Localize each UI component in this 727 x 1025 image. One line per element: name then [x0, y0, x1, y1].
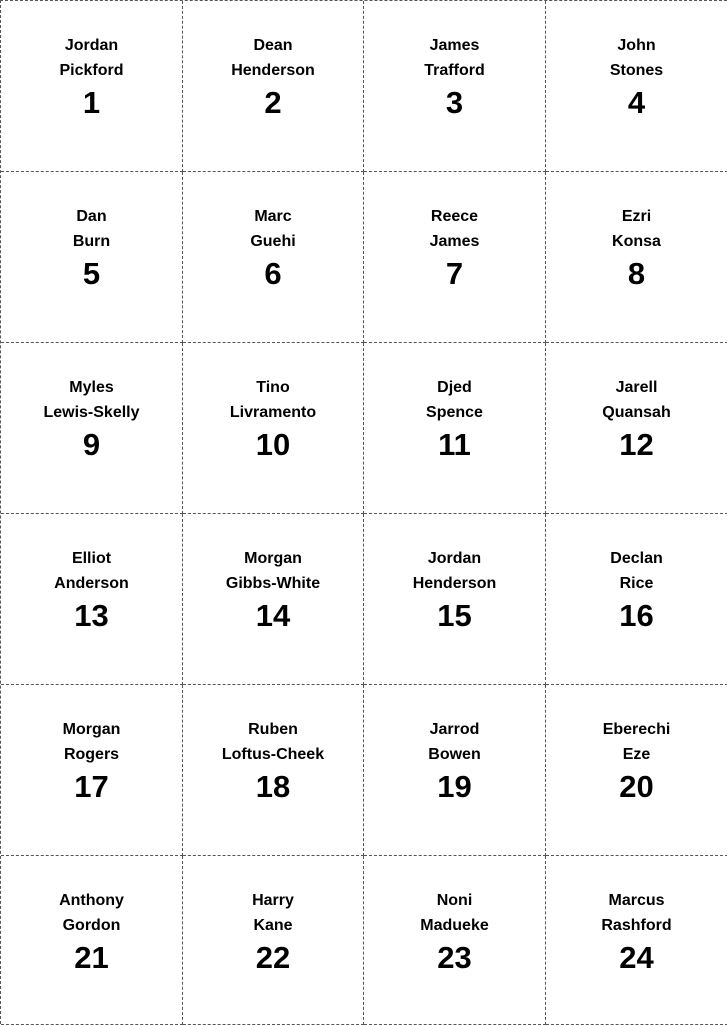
player-card: [364, 685, 546, 856]
player-card: [546, 343, 727, 514]
player-last-name: Anderson: [54, 574, 129, 592]
player-number: 14: [255, 598, 291, 633]
player-first-name: Eberechi: [602, 721, 671, 738]
player-number: 21: [74, 940, 109, 975]
player-first-name: James: [429, 37, 480, 54]
player-card: [183, 514, 364, 685]
player-number: 9: [82, 427, 101, 462]
player-number: 15: [437, 598, 472, 633]
player-first-name: Morgan: [62, 721, 121, 738]
player-card: [183, 685, 364, 856]
player-number: 19: [437, 769, 472, 804]
player-card: [364, 856, 546, 1025]
player-last-name: James: [429, 232, 480, 250]
player-number: 10: [255, 427, 291, 462]
player-last-name: Rashford: [601, 916, 672, 934]
player-card: [546, 685, 727, 856]
player-card: [364, 172, 546, 343]
player-last-name: Eze: [622, 745, 651, 763]
player-last-name: Burn: [72, 232, 111, 250]
player-card: [546, 856, 727, 1025]
player-card: [1, 856, 183, 1025]
player-first-name: Harry: [252, 892, 294, 909]
player-number: 16: [619, 598, 654, 633]
player-last-name: Stones: [609, 61, 664, 79]
player-number: 11: [438, 427, 471, 462]
player-card: [1, 343, 183, 514]
player-last-name: Spence: [426, 403, 483, 421]
player-first-name: Anthony: [59, 892, 124, 909]
player-first-name: Myles: [69, 379, 114, 396]
player-first-name: Dean: [253, 37, 293, 54]
player-first-name: John: [617, 37, 656, 54]
player-number: 23: [437, 940, 472, 975]
player-number: 2: [264, 85, 282, 120]
player-number: 1: [82, 85, 101, 120]
player-card: [364, 343, 546, 514]
player-card: [364, 1, 546, 172]
player-first-name: Ezri: [621, 208, 652, 225]
player-last-name: Rogers: [63, 745, 120, 763]
player-last-name: Lewis-Skelly: [43, 403, 140, 421]
player-card: [546, 1, 727, 172]
player-number: 18: [255, 769, 291, 804]
player-first-name: Reece: [430, 208, 479, 225]
player-number: 17: [74, 769, 109, 804]
player-card: [1, 514, 183, 685]
player-number: 7: [445, 256, 464, 291]
player-first-name: Djed: [437, 379, 472, 396]
player-first-name: Jordan: [64, 37, 119, 54]
player-last-name: Rice: [619, 574, 654, 592]
player-last-name: Gibbs-White: [225, 574, 321, 592]
player-first-name: Marcus: [608, 892, 665, 909]
player-card: [1, 1, 183, 172]
player-number: 13: [74, 598, 109, 633]
player-first-name: Jordan: [427, 550, 482, 567]
player-first-name: Jarell: [615, 379, 658, 396]
player-card: [183, 856, 364, 1025]
player-card: [183, 343, 364, 514]
player-first-name: Elliot: [71, 550, 112, 567]
player-first-name: Dan: [76, 208, 107, 225]
player-last-name: Gordon: [62, 916, 121, 934]
player-last-name: Bowen: [428, 745, 481, 763]
player-last-name: Madueke: [420, 916, 489, 934]
player-last-name: Loftus-Cheek: [221, 745, 325, 763]
player-number: 5: [82, 256, 101, 291]
player-last-name: Kane: [253, 916, 293, 934]
player-number: 4: [627, 85, 646, 120]
player-last-name: Henderson: [231, 61, 315, 79]
player-card: [183, 1, 364, 172]
player-card: [364, 514, 546, 685]
player-number: 12: [619, 427, 654, 462]
player-first-name: Tino: [256, 379, 290, 396]
player-first-name: Jarrod: [429, 721, 480, 738]
player-last-name: Henderson: [412, 574, 497, 592]
player-number: 20: [619, 769, 654, 804]
player-number: 6: [264, 256, 282, 291]
player-first-name: Morgan: [244, 550, 302, 567]
player-card: [1, 172, 183, 343]
player-number: 3: [445, 85, 464, 120]
player-number: 22: [255, 940, 291, 975]
player-number: 8: [627, 256, 646, 291]
player-card: [546, 514, 727, 685]
player-last-name: Quansah: [602, 403, 671, 421]
player-first-name: Declan: [610, 550, 663, 567]
player-first-name: Ruben: [248, 721, 298, 738]
player-number: 24: [619, 940, 654, 975]
player-last-name: Trafford: [424, 61, 485, 79]
player-first-name: Noni: [436, 892, 473, 909]
player-card: [183, 172, 364, 343]
player-card: [546, 172, 727, 343]
player-last-name: Livramento: [229, 403, 317, 421]
player-last-name: Konsa: [612, 232, 661, 250]
player-last-name: Pickford: [59, 61, 124, 79]
player-card: [1, 685, 183, 856]
player-last-name: Guehi: [250, 232, 296, 250]
player-first-name: Marc: [254, 208, 292, 225]
